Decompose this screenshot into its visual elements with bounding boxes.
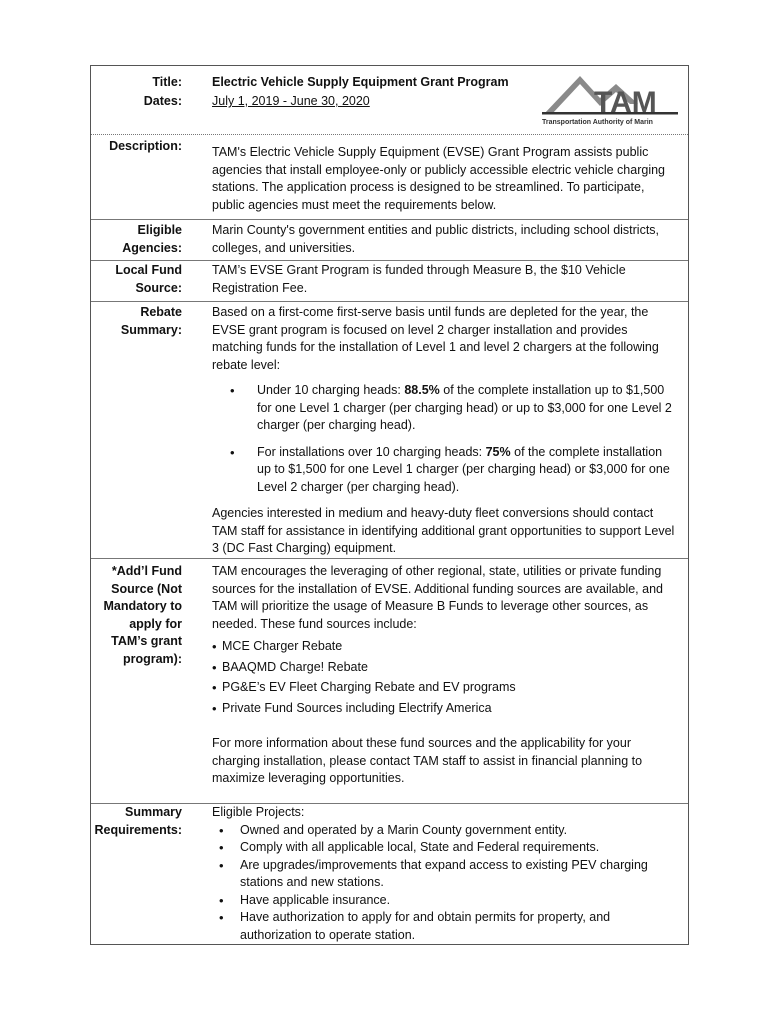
row-divider: [91, 558, 688, 559]
description-text: TAM's Electric Vehicle Supply Equipment (EVSE) Grant Program assists public agencies that install employee-only or publicly accessible electric vehicle charging stations. The application process is designed to be streamlined. To participate, public agencies must meet the requirements below.: [212, 145, 666, 212]
program-title: Electric Vehicle Supply Equipment Grant Program: [212, 75, 509, 89]
list-item: • Have authorization to apply for and obtain permits for property, and authorization to operate station.: [212, 909, 678, 944]
rebate-outro: Agencies interested in medium and heavy-duty fleet conversions should contact TAM staff for assistance in identifying additional grant opportunities to support Level 3 (DC Fast Charging) equipment.: [212, 506, 675, 555]
eligible-label: Eligible Agencies:: [122, 223, 182, 255]
summary-list: [212, 822, 678, 945]
addl-fund-list: [212, 638, 678, 717]
list-item: • For installations over 10 charging heads: 75% of the complete installation up to $1,500 for one Level 1 charger (per charging head) or $3,000 for one Level 2 charger (per charging head).: [212, 444, 678, 497]
addl-fund-intro: TAM encourages the leveraging of other regional, state, utilities or private funding sources for the installation of EVSE. Additional funding sources are available, and TAM will prioritize the usage of Measure B Funds to leverage other sources, as needed. These fund sources include:: [212, 564, 663, 631]
row-divider: [91, 219, 688, 220]
local-fund-label: Local Fund Source:: [115, 263, 182, 295]
list-item: • BAAQMD Charge! Rebate: [212, 659, 678, 677]
summary-section: [212, 804, 678, 944]
summary-intro: Eligible Projects:: [212, 805, 305, 819]
addl-fund-section: [212, 563, 678, 788]
grant-summary-sheet: [90, 65, 689, 945]
list-item: • Comply with all applicable local, State and Federal requirements.: [212, 839, 678, 857]
addl-fund-outro: For more information about these fund sources and the applicability for your charging installation, please contact TAM staff to assist in financial planning to maximize leveraging opportunities.: [212, 736, 643, 785]
local-fund-text: TAM’s EVSE Grant Program is funded through Measure B, the $10 Vehicle Registration Fee.: [212, 263, 626, 295]
rebate-list: [212, 382, 678, 496]
rebate-section: [212, 304, 678, 558]
dates-label: Dates:: [143, 94, 182, 108]
list-item: • PG&E’s EV Fleet Charging Rebate and EV programs: [212, 679, 678, 697]
title-label: Title:: [152, 75, 182, 89]
list-item: • Under 10 charging heads: 88.5% of the complete installation up to $1,500 for one Level 1 charger (per charging head) or up to $3,000 for one Level 2 charger (per charging head).: [212, 382, 678, 435]
rebate-label: Rebate Summary:: [120, 305, 182, 337]
program-dates: July 1, 2019 - June 30, 2020: [212, 94, 370, 108]
header-divider: [91, 134, 688, 135]
addl-fund-label: *Add’l Fund Source (Not Mandatory to apply for TAM’s grant program):: [103, 564, 182, 666]
list-item: • Owned and operated by a Marin County government entity.: [212, 822, 678, 840]
description-label: Description:: [109, 139, 182, 153]
row-divider: [91, 301, 688, 302]
rebate-intro: Based on a first-come first-serve basis until funds are depleted for the year, the EVSE grant program is focused on level 2 charger installation and provides matching funds for the installation of Level 1 and level 2 chargers at the following rebate level:: [212, 305, 659, 372]
tam-logo: [538, 70, 683, 128]
summary-label: Summary Requirements:: [94, 805, 182, 837]
list-item: • Are upgrades/improvements that expand access to existing PEV charging stations and new stations.: [212, 857, 678, 892]
logo-text: TAM: [594, 86, 657, 119]
list-item: • Have applicable insurance.: [212, 892, 678, 910]
eligible-text: Marin County's government entities and public districts, including school districts, colleges, and universities.: [212, 223, 660, 255]
row-divider: [91, 260, 688, 261]
logo-subtext: Transportation Authority of Marin: [542, 119, 653, 126]
list-item: • MCE Charger Rebate: [212, 638, 678, 656]
list-item: • Private Fund Sources including Electrify America: [212, 700, 678, 718]
